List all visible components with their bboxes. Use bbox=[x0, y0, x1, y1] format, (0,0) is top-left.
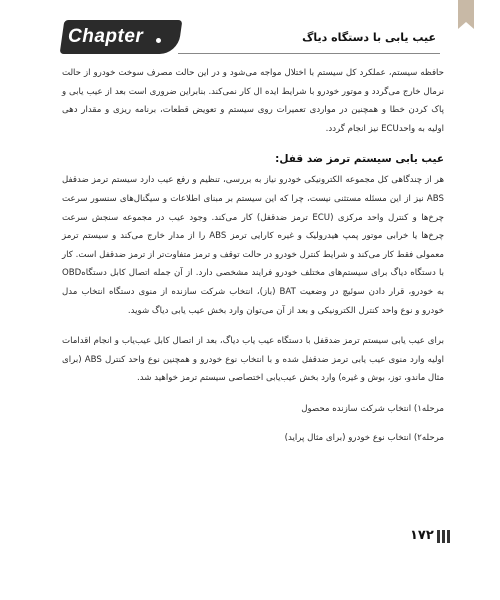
running-header-title: عیب یابی با دستگاه دیاگ bbox=[302, 31, 436, 44]
section-heading: عیب یابی سیستم ترمز ضد قفل: bbox=[275, 153, 444, 166]
body-paragraph: هر از چندگاهی کل مجموعه الکترونیکی خودرو نیاز به بررسی، تنظیم و رفع عیب دارد سیستم ترمز ضدقفل ABS نیز از این مسئله مستثنی نیست، چرا که این سیستم بر مبنای اطلاعات و سیگنال‌های سنسور سرعت چرخ‌ها و کنترل واحد مرکزی (ECU ترمز ضدقفل) کار می‌کند. وجود عیب در مجموعه سنجش سرعت چرخ‌ها یا خرابی موتور پمپ هیدرولیک و غیره کارایی ترمز ABS را از مدار خارج می‌کند و سیستم ترمز معمولی فقط کار می‌کند و شرایط کنترل خودرو در حالت توقف و ترمز متفاوت‌تر از ترمز ضدقفل است. کار با دستگاه دیاگ برای سیستم‌های مختلف خودرو فرایند مشخصی دارد. از آن جمله اتصال کابل دستگاهOBD به خودرو، قرار دادن سوئیچ در وضعیت BAT (باز)، انتخاب شرکت سازنده از منوی دستگاه انتخاب مدل خودرو و نوع واحد کنترل الکترونیکی و بعد از آن می‌توان وارد بخش عیب یابی دیاگ شوید. bbox=[62, 175, 445, 316]
chapter-dot-icon bbox=[156, 38, 161, 43]
bookmark-ribbon bbox=[458, 0, 474, 22]
step-item: مرحله۲) انتخاب نوع خودرو (برای مثال پراید) bbox=[284, 432, 444, 443]
chapter-label: Chapter bbox=[68, 26, 144, 47]
header-rule bbox=[178, 53, 440, 54]
page-content bbox=[62, 64, 444, 457]
page-number: ۱۷۲ bbox=[410, 528, 434, 543]
body-paragraph: برای عیب یابی سیستم ترمز ضدقفل با دستگاه عیب یاب دیاگ، بعد از اتصال کابل عیب‌یاب و انجام اقدامات اولیه وارد منوی عیب یابی ترمز ضدقفل شده و با انتخاب نوع خودرو و همچنین نوع واحد کنترل ABS (برای مثال ماندو، توز، بوش و غیره) وارد بخش عیب‌یابی اختصاصی سیستم ترمز خواهید شد. bbox=[62, 336, 444, 384]
step-item: مرحله۱) انتخاب شرکت سازنده محصول bbox=[301, 403, 444, 414]
page-number-bars-icon bbox=[437, 530, 450, 543]
intro-paragraph: حافظه سیستم، عملکرد کل سیستم با اختلال مواجه می‌شود و در این حالت مصرف سوخت خودرو از حالت نرمال خارج می‌گردد و موتور خودرو با شرایط ایده ال کار نمی‌کند. بنابراین ضروری است بعد از عیب یابی و پاک کردن خطا و همچنین در مواردی تعمیرات روی سیستم و تعویض قطعات، برنامه ریزی و مقدار دهی اولیه به واحدECU نیز انجام گردد. bbox=[62, 68, 444, 134]
